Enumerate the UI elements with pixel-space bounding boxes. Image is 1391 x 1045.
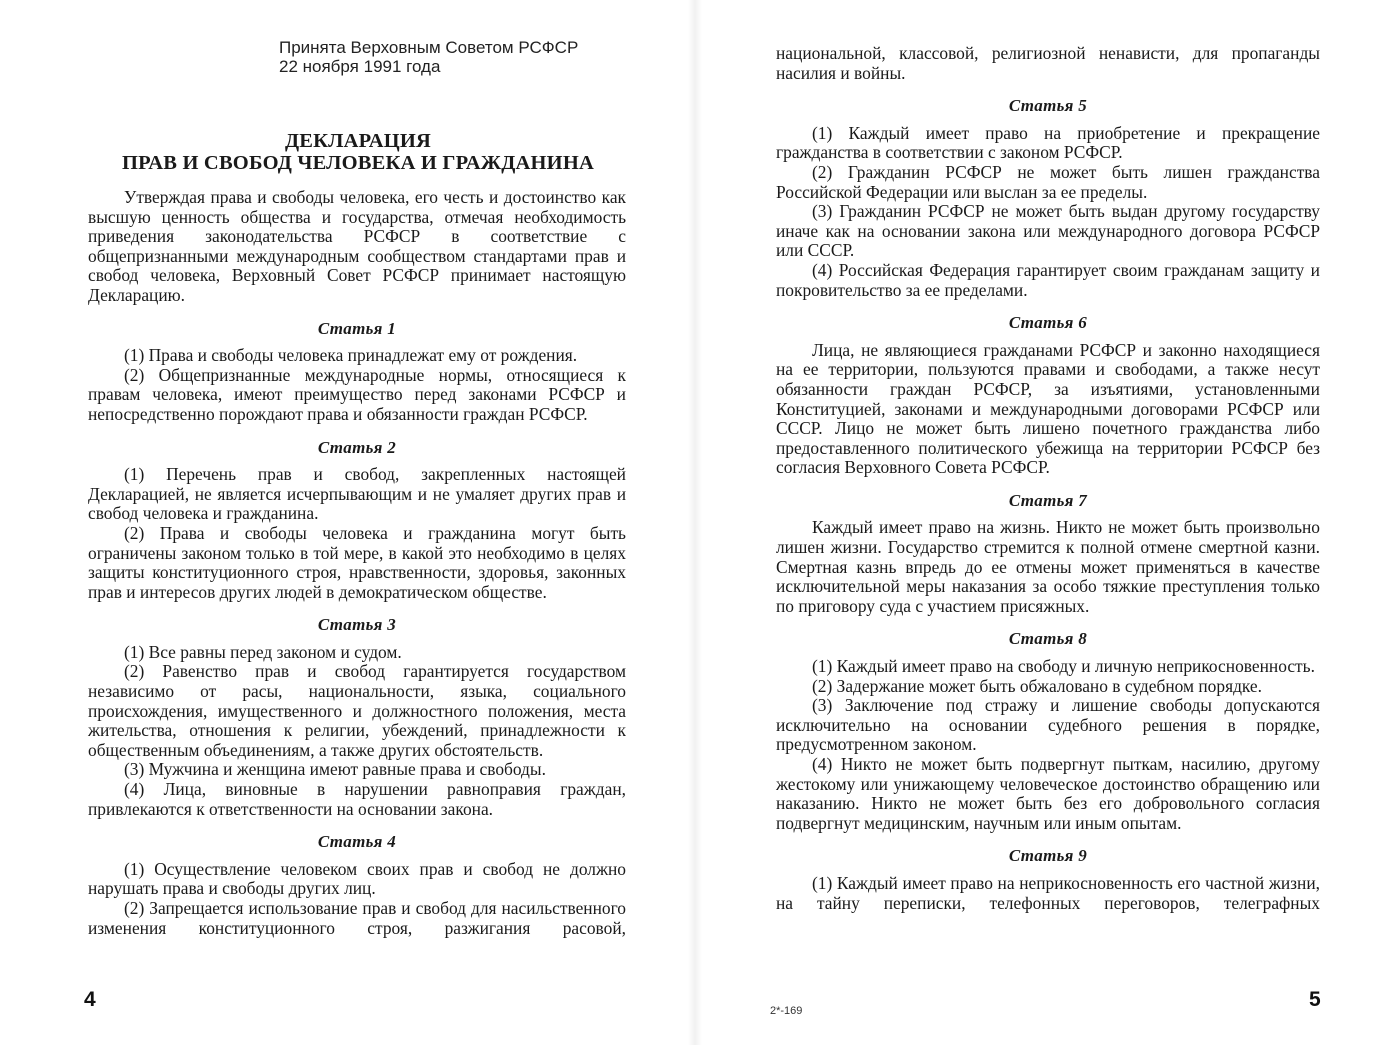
article-paragraph: (2) Общепризнанные международные нормы, относящиеся к правам человека, имеют преимущество перед законами РСФСР и непосредственно порождают права и обязанности граждан РСФСР.	[88, 364, 626, 424]
page-number-left: 4	[84, 988, 96, 1011]
article-paragraph: Каждый имеет право на жизнь. Никто не может быть произвольно лишен жизни. Государство стремится к полной отмене смертной казни. Смертная казнь впредь до ее отмены может применяться в качестве исключительной меры наказания за особо тяжкие преступления только по приговору суда с участием присяжных.	[776, 517, 1320, 616]
document-title-line1: ДЕКЛАРАЦИЯ	[284, 130, 432, 152]
article-paragraph: (4) Лица, виновные в нарушении равноправия граждан, привлекаются к ответственности на основании закона.	[88, 779, 626, 819]
adoption-note	[279, 38, 578, 76]
article-paragraph: (3) Гражданин РСФСР не может быть выдан другому государству иначе как на основании закона или международного договора РСФСР или СССР.	[776, 201, 1320, 261]
article-paragraph: (2) Запрещается использование прав и свобод для насильственного изменения конституционного строя, разжигания расовой,	[88, 898, 626, 938]
article-paragraph: (1) Все равны перед законом и судом.	[124, 641, 402, 662]
article-paragraph: (3) Заключение под стражу и лишение свободы допускаются исключительно на основании судебного решения в порядке, предусмотренном законом.	[776, 695, 1320, 755]
article-paragraph: Лица, не являющиеся гражданами РСФСР и законно находящиеся на ее территории, пользуются правами и свободами, а также несут обязанности граждан РСФСР, за изъятиями, установленными Конституцией, законами и международными договорами РСФСР или СССР. Лицо не может быть лишено почетного гражданства либо предоставленного политического убежища на территории РСФСР без согласия Верховного Совета РСФСР.	[776, 339, 1320, 478]
article-heading: Статья 1	[317, 318, 397, 338]
article-paragraph: (1) Перечень прав и свобод, закрепленных настоящей Декларацией, не является исчерпывающим и не умаляет других прав и свобод человека и гражданина.	[88, 464, 626, 524]
left-page	[0, 0, 695, 1045]
article-heading: Статья 7	[1008, 490, 1088, 510]
article-heading: Статья 3	[317, 615, 397, 635]
preamble: Утверждая права и свободы человека, его честь и достоинство как высшую ценность общества и государства, отмечая необходимость приведения законодательства РСФСР в соответствие с общепризнанными международным сообществом стандартами прав и свобод человека, Верховный Совет РСФСР принимает настоящую Декларацию.	[88, 187, 626, 305]
page-number-right: 5	[1309, 988, 1321, 1011]
adoption-note-line1: Принята Верховным Советом РСФСР	[279, 38, 579, 57]
article-paragraph: (4) Российская Федерация гарантирует своим гражданам защиту и покровительство за ее пределами.	[776, 259, 1320, 300]
article-heading: Статья 5	[1008, 96, 1088, 116]
article-paragraph: (1) Осуществление человеком своих прав и свобод не должно нарушать права и свободы других лиц.	[88, 858, 626, 899]
article-heading: Статья 2	[317, 437, 397, 457]
article-paragraph: (1) Каждый имеет право на приобретение и прекращение гражданства в соответствии с законом РСФСР.	[776, 122, 1320, 163]
left-text-column	[88, 188, 626, 938]
article-paragraph: (2) Гражданин РСФСР не может быть лишен гражданства Российской Федерации или выслан за ее пределы.	[776, 161, 1320, 202]
article-paragraph: (1) Права и свободы человека принадлежат ему от рождения.	[124, 345, 578, 366]
article-heading: Статья 4	[317, 832, 397, 852]
article-paragraph: (1) Каждый имеет право на неприкосновенность его частной жизни, на тайну переписки, телефонных переговоров, телеграфных	[776, 872, 1320, 913]
article-paragraph: (2) Права и свободы человека и гражданина могут быть ограничены законом только в той мере, в какой это необходимо в целях защиты конституционного строя, нравственности, здоровья, законных прав и интересов других людей в демократическом обществе.	[88, 522, 626, 602]
continued-text: национальной, классовой, религиозной ненависти, для пропаганды насилия и войны.	[776, 43, 1320, 83]
article-paragraph: (4) Никто не может быть подвергнут пыткам, насилию, другому жестокому или унижающему человеческое достоинство обращению или наказанию. Никто не может быть без его добровольного согласия подвергнут медицинским, научным или иным опытам.	[776, 754, 1320, 833]
right-text-column	[776, 44, 1320, 913]
article-paragraph: (1) Каждый имеет право на свободу и личную неприкосновенность.	[812, 656, 1315, 677]
article-paragraph: (2) Равенство прав и свобод гарантируется государством независимо от расы, национальности, языка, социального происхождения, имущественного и должностного положения, места жительства, отношения к религии, убеждений, принадлежности к общественным объединениям, а также других обстоятельств.	[88, 661, 626, 760]
article-heading: Статья 9	[1008, 846, 1088, 866]
article-heading: Статья 6	[1008, 313, 1088, 333]
article-paragraph: (2) Задержание может быть обжаловано в судебном порядке.	[812, 675, 1262, 696]
article-heading: Статья 8	[1008, 629, 1088, 649]
adoption-note-line2: 22 ноября 1991 года	[279, 57, 441, 76]
printer-signature-mark: 2*-169	[770, 1005, 803, 1017]
document-title-line2: ПРАВ И СВОБОД ЧЕЛОВЕКА И ГРАЖДАНИНА	[122, 152, 594, 174]
article-paragraph: (3) Мужчина и женщина имеют равные права и свободы.	[124, 759, 546, 780]
